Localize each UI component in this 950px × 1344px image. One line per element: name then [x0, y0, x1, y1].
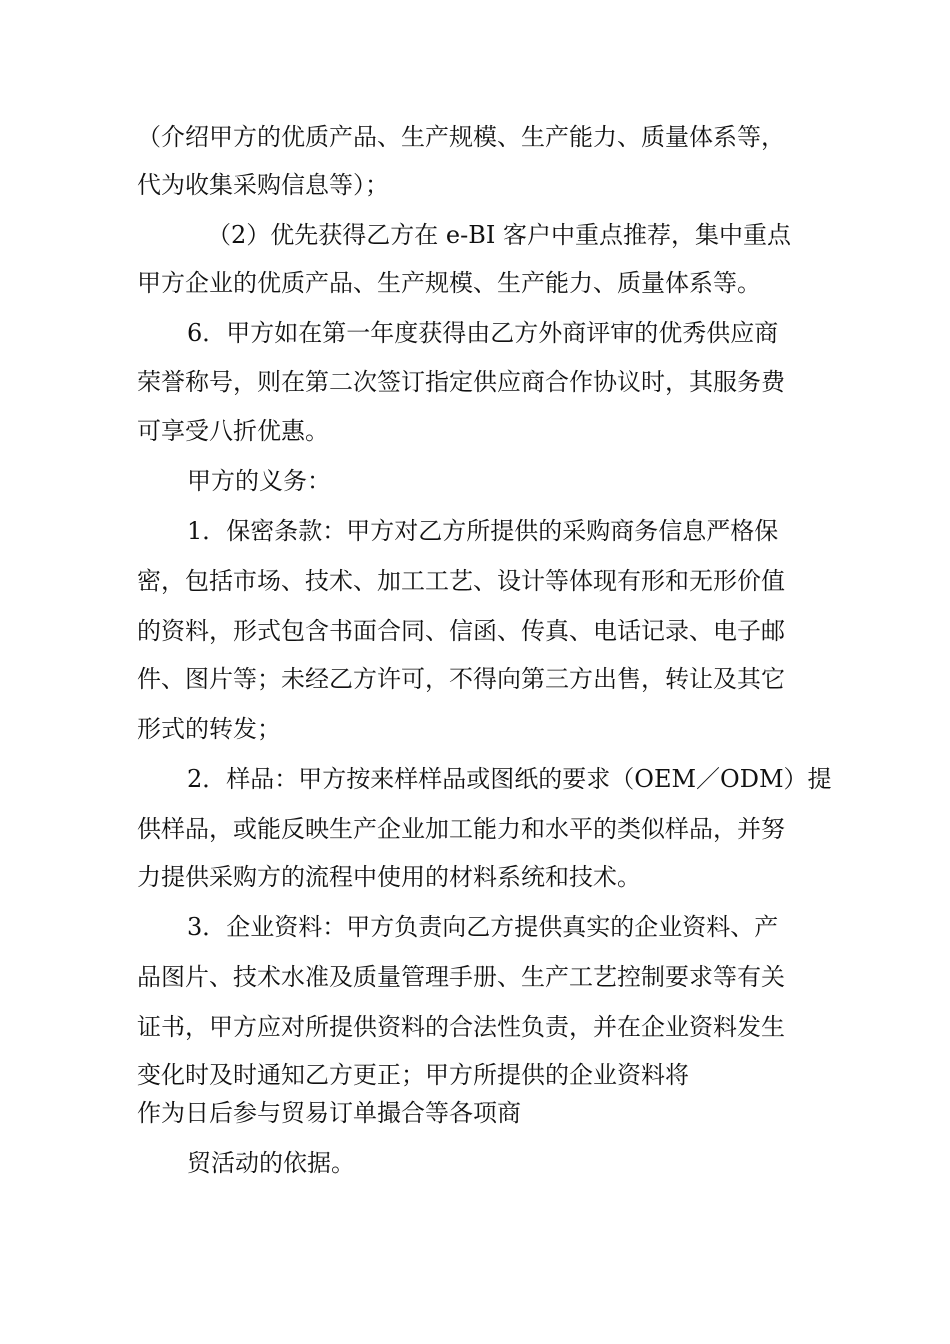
- paragraph-line-4: 甲方企业的优质产品、生产规模、生产能力、质量体系等。: [137, 269, 761, 297]
- paragraph-line-10: 密，包括市场、技术、加工工艺、设计等体现有形和无形价值: [137, 567, 785, 595]
- paragraph-line-9: 1．保密条款：甲方对乙方所提供的采购商务信息严格保: [187, 517, 779, 545]
- paragraph-line-22: 贸活动的依据。: [187, 1149, 355, 1177]
- paragraph-line-17: 3．企业资料：甲方负责向乙方提供真实的企业资料、产: [187, 913, 779, 941]
- paragraph-line-2: 代为收集采购信息等）；: [137, 171, 389, 199]
- paragraph-line-7: 可享受八折优惠。: [137, 417, 329, 445]
- paragraph-line-6: 荣誉称号，则在第二次签订指定供应商合作协议时，其服务费: [137, 368, 785, 396]
- paragraph-line-14: 2．样品：甲方按来样样品或图纸的要求（OEM／ODM）提: [187, 765, 832, 793]
- paragraph-line-19: 证书，甲方应对所提供资料的合法性负责，并在企业资料发生: [137, 1013, 785, 1041]
- paragraph-line-5: 6．甲方如在第一年度获得由乙方外商评审的优秀供应商: [187, 319, 779, 347]
- paragraph-line-1: （介绍甲方的优质产品、生产规模、生产能力、质量体系等，: [137, 123, 785, 151]
- paragraph-line-20: 变化时及时通知乙方更正；甲方所提供的企业资料将: [137, 1061, 689, 1089]
- paragraph-line-16: 力提供采购方的流程中使用的材料系统和技术。: [137, 863, 641, 891]
- paragraph-line-3: （2）优先获得乙方在 e-BI 客户中重点推荐，集中重点: [207, 221, 791, 249]
- paragraph-line-13: 形式的转发；: [137, 715, 281, 743]
- paragraph-line-18: 品图片、技术水准及质量管理手册、生产工艺控制要求等有关: [137, 963, 785, 991]
- paragraph-line-11: 的资料，形式包含书面合同、信函、传真、电话记录、电子邮: [137, 617, 785, 645]
- paragraph-line-15: 供样品，或能反映生产企业加工能力和水平的类似样品，并努: [137, 815, 785, 843]
- paragraph-line-21: 作为日后参与贸易订单撮合等各项商: [137, 1099, 521, 1127]
- section-heading: 甲方的义务：: [187, 467, 331, 495]
- paragraph-line-12: 件、图片等；未经乙方许可，不得向第三方出售，转让及其它: [137, 665, 785, 693]
